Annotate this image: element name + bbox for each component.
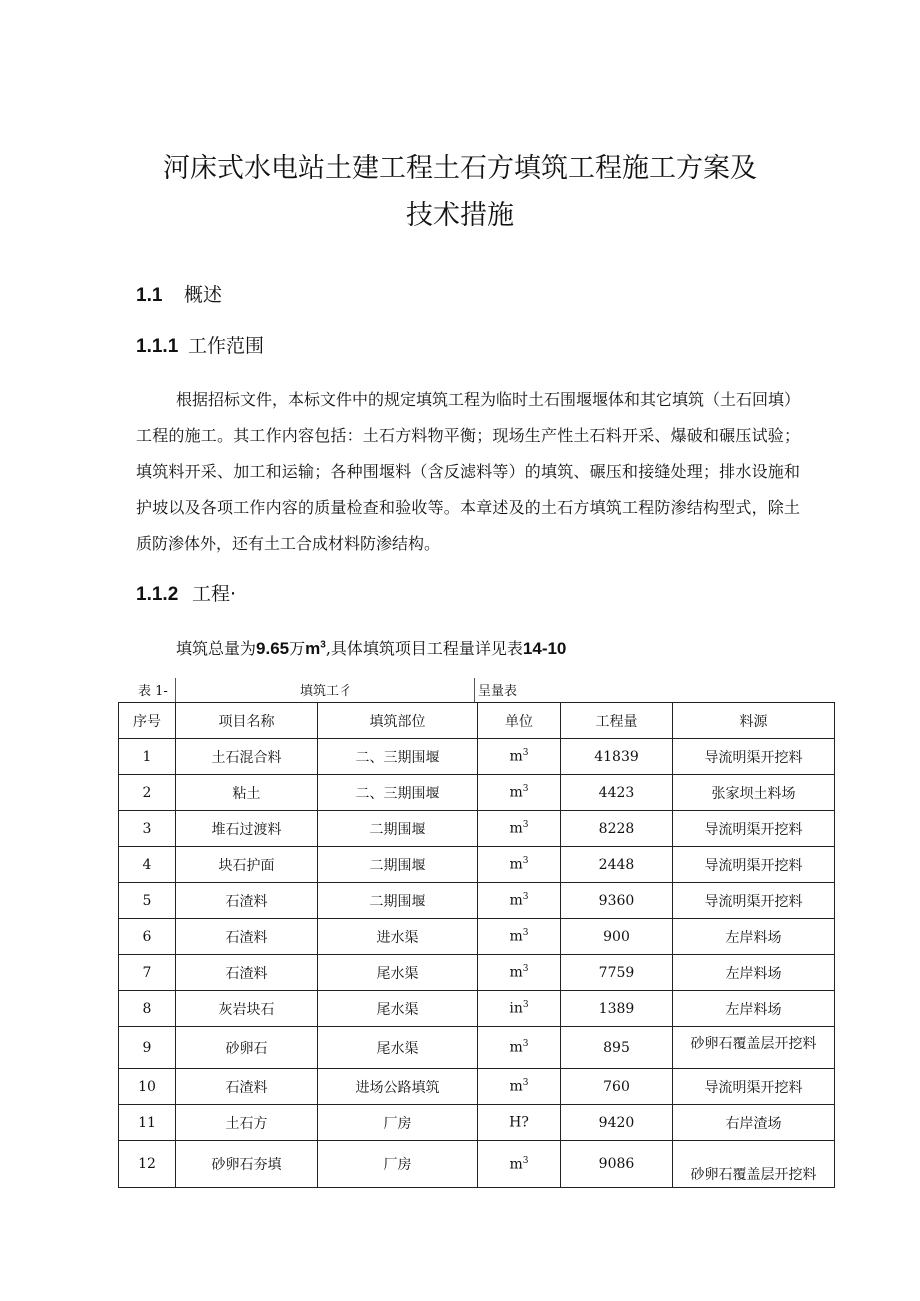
item-name: 土石方 xyxy=(176,1105,318,1141)
caption-divider xyxy=(175,678,176,702)
section-title: 工程· xyxy=(192,583,237,605)
table-row xyxy=(119,775,835,811)
row-number: 4 xyxy=(119,847,176,883)
table-reference: 14-10 xyxy=(522,639,567,658)
table-row xyxy=(119,1069,835,1105)
document-title-line2: 技术措施 xyxy=(406,200,514,231)
section-title: 概述 xyxy=(184,284,223,306)
quantity-prefix: 填筑总量为 xyxy=(176,639,257,658)
quantity: 9420 xyxy=(561,1105,673,1141)
material-source: 导流明渠开挖料 xyxy=(673,811,835,847)
unit: $m^3$ xyxy=(478,775,561,811)
item-name: 粘土 xyxy=(176,775,318,811)
unit: $m^3$ xyxy=(478,955,561,991)
column-header: 项目名称 xyxy=(176,703,318,739)
row-number: 11 xyxy=(119,1105,176,1141)
caption-divider xyxy=(474,678,475,702)
quantity: 7759 xyxy=(561,955,673,991)
section-number: 1.1.2 xyxy=(136,584,179,605)
table-caption-part-a: 表 1- xyxy=(138,684,168,699)
unit: $in^3$ xyxy=(478,991,561,1027)
item-name: 块石护面 xyxy=(176,847,318,883)
quantity: 2448 xyxy=(561,847,673,883)
column-header: 料源 xyxy=(673,703,835,739)
item-name: 砂卵石 xyxy=(176,1027,318,1069)
section-heading-overview xyxy=(136,280,222,307)
unit: $m^3$ xyxy=(478,847,561,883)
row-number: 5 xyxy=(119,883,176,919)
material-source: 砂卵石覆盖层开挖料 xyxy=(673,1027,835,1069)
quantity: 8228 xyxy=(561,811,673,847)
fill-part: 厂房 xyxy=(318,1141,478,1188)
quantity: 9086 xyxy=(561,1141,673,1188)
item-name: 土石混合料 xyxy=(176,739,318,775)
section-heading-quantity xyxy=(136,579,236,606)
material-source: 右岸渣场 xyxy=(673,1105,835,1141)
material-source: 左岸料场 xyxy=(673,991,835,1027)
quantity-unit: m xyxy=(305,639,321,658)
document-title-line1: 河床式水电站土建工程土石方填筑工程施工方案及 xyxy=(163,153,757,184)
material-source: 砂卵石覆盖层开挖料 xyxy=(673,1141,835,1188)
table-caption-part-b: 填筑工彳 xyxy=(300,684,353,699)
item-name: 石渣料 xyxy=(176,1069,318,1105)
table-row xyxy=(119,1141,835,1188)
material-source: 张家坝土料场 xyxy=(673,775,835,811)
quantity: 1389 xyxy=(561,991,673,1027)
table-row xyxy=(119,919,835,955)
item-name: 石渣料 xyxy=(176,883,318,919)
item-name: 石渣料 xyxy=(176,919,318,955)
row-number: 9 xyxy=(119,1027,176,1069)
fill-part: 尾水渠 xyxy=(318,991,478,1027)
fill-part: 厂房 xyxy=(318,1105,478,1141)
row-number: 6 xyxy=(119,919,176,955)
quantity: 895 xyxy=(561,1027,673,1069)
row-number: 2 xyxy=(119,775,176,811)
table-row xyxy=(119,811,835,847)
fill-part: 二期围堰 xyxy=(318,811,478,847)
fill-part: 二、三期围堰 xyxy=(318,775,478,811)
table-row xyxy=(119,739,835,775)
fill-quantity-table xyxy=(118,702,835,1188)
material-source: 左岸料场 xyxy=(673,919,835,955)
row-number: 8 xyxy=(119,991,176,1027)
table-row xyxy=(119,883,835,919)
material-source: 导流明渠开挖料 xyxy=(673,1069,835,1105)
table-row xyxy=(119,1027,835,1069)
table-row xyxy=(119,991,835,1027)
section-heading-scope xyxy=(136,331,264,358)
unit: $m^3$ xyxy=(478,811,561,847)
unit: $m^3$ xyxy=(478,739,561,775)
fill-part: 二期围堰 xyxy=(318,847,478,883)
material-source: 导流明渠开挖料 xyxy=(673,739,835,775)
row-number: 7 xyxy=(119,955,176,991)
table-row xyxy=(119,847,835,883)
unit: $m^3$ xyxy=(478,1141,561,1188)
fill-part: 进水渠 xyxy=(318,919,478,955)
item-name: 堆石过渡料 xyxy=(176,811,318,847)
unit: $m^3$ xyxy=(478,1069,561,1105)
table-row xyxy=(119,1105,835,1141)
fill-part: 尾水渠 xyxy=(318,1027,478,1069)
unit: $m^3$ xyxy=(478,883,561,919)
column-header: 序号 xyxy=(119,703,176,739)
quantity: 4423 xyxy=(561,775,673,811)
quantity-amount: 9.65 xyxy=(256,639,290,658)
table-caption-part-c: 呈量表 xyxy=(478,684,518,699)
column-header: 填筑部位 xyxy=(318,703,478,739)
column-header: 单位 xyxy=(478,703,561,739)
table-header-row xyxy=(119,703,835,739)
material-source: 导流明渠开挖料 xyxy=(673,847,835,883)
row-number: 3 xyxy=(119,811,176,847)
quantity: 900 xyxy=(561,919,673,955)
item-name: 石渣料 xyxy=(176,955,318,991)
scope-paragraph: 根据招标文件，本标文件中的规定填筑工程为临时土石围堰堰体和其它填筑（土石回填）工程的施工。其工作内容包括：土石方料物平衡；现场生产性土石料开采、爆破和碾压试验；填筑料开采、加工和运输；各种围堰料（含反滤料等）的填筑、碾压和接缝处理；排水设施和护坡以及各项工作内容的质量检查和验收等。本章述及的土石方填筑工程防渗结构型式，除土质防渗体外，还有土工合成材料防渗结构。 xyxy=(136,390,801,553)
fill-part: 进场公路填筑 xyxy=(318,1069,478,1105)
quantity-summary xyxy=(176,636,566,659)
section-number: 1.1 xyxy=(136,285,163,306)
column-header: 工程量 xyxy=(561,703,673,739)
table-row xyxy=(119,955,835,991)
section-number: 1.1.1 xyxy=(136,336,179,357)
row-number: 10 xyxy=(119,1069,176,1105)
quantity: 760 xyxy=(561,1069,673,1105)
fill-part: 二、三期围堰 xyxy=(318,739,478,775)
item-name: 灰岩块石 xyxy=(176,991,318,1027)
item-name: 砂卵石夯填 xyxy=(176,1141,318,1188)
unit: $m^3$ xyxy=(478,1027,561,1069)
quantity: 9360 xyxy=(561,883,673,919)
fill-part: 二期围堰 xyxy=(318,883,478,919)
unit: H? xyxy=(478,1105,561,1141)
section-title: 工作范围 xyxy=(188,335,265,357)
quantity-unit-sup: 3 xyxy=(320,639,326,651)
unit: $m^3$ xyxy=(478,919,561,955)
material-source: 左岸料场 xyxy=(673,955,835,991)
material-source: 导流明渠开挖料 xyxy=(673,883,835,919)
quantity-suffix: ,具体填筑项目工程量详见表 xyxy=(325,639,523,658)
row-number: 12 xyxy=(119,1141,176,1188)
row-number: 1 xyxy=(119,739,176,775)
fill-part: 尾水渠 xyxy=(318,955,478,991)
quantity: 41839 xyxy=(561,739,673,775)
quantity-unit-text: 万 xyxy=(289,639,306,658)
